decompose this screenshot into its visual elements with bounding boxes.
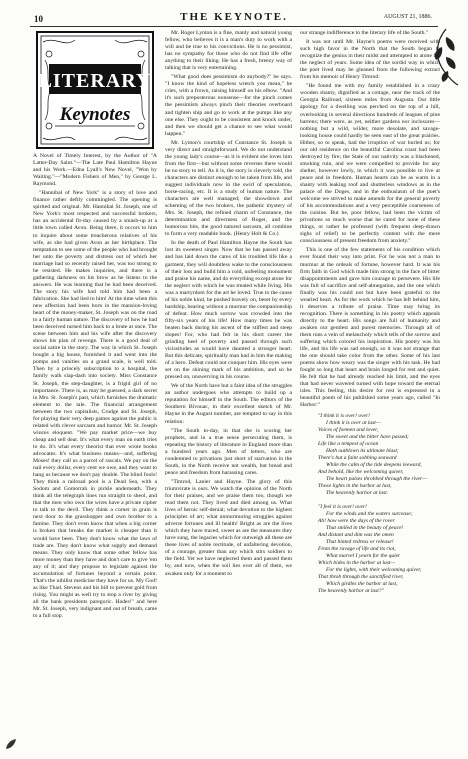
page-number: 10 <box>34 14 43 24</box>
poem-line: Voices of foemen and lover, <box>318 427 379 434</box>
poem-line: That throb through the sanctified river, <box>318 574 404 581</box>
poem-line: The heavenly harbor at last. <box>326 490 389 497</box>
poem-line: Ah! how were the days of the rover <box>318 518 395 525</box>
logo-line-keynotes: Keynotes <box>59 104 131 125</box>
article-paragraph: "He found me with my family established in a crazy wooden shanty, dignified as a cottage, near the track of the Georgia Railroad, sixteen miles from Augusta. Our little apology for a dwelling was perched on the top of a hill, overlooking in several directions hundreds of leagues of pine barrens; there were, as yet, neither gardens nor inclosures—nothing but a wild, wilder, more desolate, and savage-looking house could hardly be seen east of the great prairies. Hither, so to speak, had the irruption of war hurled us; for our old residence on the beautiful Carolina coast had been destroyed by fire; the State of our nativity was a blackened, smoking ruin, and we were compelled to provide for any shelter, however lowly, in which it was possible to live at peace and in freedom. Human hearts can be as warm in a shanty with leaking roof and shutterless windows as in the palace of the Doges, and in the enthusiasm of the poet's welcome we strived to make amends for the general poverty of his accommodations and a very perceptible coarseness of the cuisine. But he, poor fellow, had been the victim of privations so much worse that he cared for none of these things, or rather he professed (with frequent deep-drawn sighs of relief) to be perfectly content with the mere consciousness of present freedom from anxiety." <box>300 83 440 245</box>
poem-line: I think it is over at last— <box>326 420 381 427</box>
masthead-title: THE KEYNOTE. <box>180 11 288 23</box>
poem-line: And behold, like the welcoming quiver, <box>318 469 404 476</box>
issue-date: AUGUST 21, 1886. <box>383 14 432 20</box>
poem-line: The heart pulses throbbed through the river— <box>326 476 428 483</box>
poem-line: While the calm of the tide deepens leeward, <box>326 462 422 469</box>
poem-line: And distant and dim was the omen <box>318 532 394 539</box>
poem-line: Life like a tempest of ocean <box>318 441 379 448</box>
poem-in-harbor <box>318 413 440 595</box>
article-paragraph: It was not until Mr. Hayne's poems were received with such high favor in the North that the South began to recognize the genius in their midst and attempted to atone for the neglect of years. Some idea of the sordid way in which the poet lived may be gleaned from the following extract from his memoir of Henry Timrod: <box>300 39 440 81</box>
column-right <box>300 30 440 735</box>
poem-line: For the lights, with their welcoming quiver, <box>326 567 422 574</box>
leaf-mark-icon <box>4 737 18 751</box>
article-paragraph: Mr. Lynton's courtship of Constance St. Joseph is very direct and straightforward. We do not understand the young lady's course—as it is evident she loves him from the first—but without some reverses there would be no story to tell. As it is, the story is cleverly told, the characters are distinct enough to be taken from life, and suggest individuals now in the swirl of speculation, horse-racing, etc. It is a study of human nature. The characters are well managed; the showdown and scheming of the two brokers, the pathetic mystery of Mrs. St. Joseph, the refined charm of Constance, the determination and directness of Roger, and the humorous bits, the good natured sarcasm, all combine to form a very readable book. (Henry Holt & Co.) <box>165 139 292 238</box>
poem-line: That smiled in the beauty of peace! <box>326 525 404 532</box>
article-paragraph: our strange indifference to the literary life of the South." <box>300 30 429 36</box>
article-paragraph: "What good does pessimism do anybody?" he says. "I know the kind of hopeless wretch you mean," he cries, with a frown, raising himself on his elbow. "And it's such preposterous nonsense—for the pinch comes the pessimists always pinch their theories overboard and tighten ship and go to work at the pumps like any one else. They ought to be consistent and knock under, and then we should get a chance to see what would happen." <box>165 74 292 137</box>
article-paragraph: Mr. Roger Lynton is a fine, manly and natural young fellow, who believes it is a man's duty to work with a will and be true to his convictions. He is no pessimist, has no sympathy for those who do not find life offer anything to their liking. He has a fresh, breezy way of talking that is very entertaining. <box>165 30 292 72</box>
poem-line: Hath outblown its ultimate blast; <box>326 448 399 455</box>
article-paragraph: "Hannibal of New York" is a story of love and finance rather deftly commingled. The opening is spirited and original. Mr. Hannibal St. Joseph, one of New York's most respected and successful brokers, has an accidental fit-day caused by a smash-up at a little town called Avon. Being there, it occurs to him to inquire about some treacherous relatives of his wife, as she had given Avon as her birthplace. The temptation to see some of the people who had brought her unto the poverty and distress out of which her marriage had so recently raised her, was too strong to be resisted. He makes inquiries, and there is a gathering darkness on his brow as he listens to the answers. He was learning that he had been deceived. The story his wife had told him had been a fabrication. She had lied to him! At the time when this new affection had been born in the mansion-loving heart of the money-maker, St. Joseph was on the road to a fairly human nature. The discovery of how he had been deceived turned him back to a brute at once. The scene between him and his wife after the discovery shows his plan of revenge. There is a good deal of social satire in the story. The way in which St. Joseph bought a big house, furnished it and went into the pomps and vanities on a grand scale, is well told. Then by a princely subscription to a hospital, the family walk slap-dash into society. Miss Constance St. Joseph, the step-daughter, is a frigid girl of no importance. There is, as may be guessed, a dark secret in Mrs. St. Joseph's past, which furnishes the dramatic element to the tale. The financial arrangement between the two capitalists, Crudge and St. Joseph, for playing their very deep games against the public is related with clever sarcasm and humor. Mr. St. Joseph winces eloquent. "We pay market price—we buy cheap and sell dear. It's what every man on earth tries to do. It's what every theorist that ever wrote books advocates. It's what business means—and, suffering Moses! they call us a parcel of rascals. We pay on the nail every dollar, every cent we owe, and they want to hang us because we don't pay double. The blind fools! They think a railroad pool is a Dead Sea, with a Sodom and Gomorrah in pickle underneath. They think all the telegraph lines run straight to sheol, and that the men who own the wires have a private cipher to talk to the devil. They think a corner in grain is next door to the grasshopper and own brother to a famine. They don't even know that when a big corner is broken that breaks the market is cheaper than it would have been. They don't know what the laws of trade are. They don't know what supply and demand means. They only know that some other fellow has more money than they have and don't care to give 'em any of it; and they propose to legislate against the accumulation of fortunes beyond a certain point. That's the nihilist medicine they have for us. My God! as like Thad. Stevens and his bill to prevent gold from rising. You might as well try to stop a river by giving all the bank presidents paregoric. Hades!" and here Mr. St. Joseph, very indignant and out of breath, came to a full stop. <box>33 190 157 620</box>
poem-line: There's but a faint sobbing seaward <box>318 455 397 462</box>
article-paragraph: In the death of Paul Hamilton Hayne the South has lost its sweetest singer. Now that he has passed away and has laid down the cares of his troubled life like a garment, they will doubtless wake to the consciousness of their loss and build him a cold, unfeeling monument and praise his name, and do everything except atone for the neglect with which he was treated while living. His was a martyrdom for the art he loved. True to the cause of his noble kind, he pushed bravely on, beset by every hardship, bearing without a murmur the companionship of defeat. How much sorrow was crowded into the fifty-six years of his life! How many times he was beaten back during his ascent of the stiffest and steep slopes! For, who had felt in his short career the grinding heel of poverty and passed through such vicissitudes as would have daunted a stronger heart. But this delicate, spiritually man had in him the making of a hero. Defeat could not conquer him. His eyes were set on the shining mark of his ambition, and so he pressed on, unswerving in his course. <box>165 240 292 381</box>
article-paragraph: This is one of the few statements of his condition which ever found their way into print. For he was not a man to murmur at the ordeals of fortune, however hard. It was his firm faith in God which made him strong in the face of bitter disappointments and gave him courage to persevere. His life was full of sacrifice and self-abnegation, and the one which finally was his could not but have been grateful to the wearied heart. As for the work which he has left behind him, it deserves a tribute of praise. Time may bring its recognition. There is something in his poetry which appeals directly to the heart. His songs are full of humanity and awaken our gentlest and purest memories. Through all of them runs a vein of melancholy which tells of the sorrow and suffering which colored his inspiration. His poetry was his life, and his life was sad enough, so it was not strange that the one should take color from the other. Some of his last poems show how weary was the singer with his task. He had fought so long that heart and brain longed for rest and quiet. He felt that he had already reached his limit, and the eyes that had never wavered turned with hope toward the eternal isles. This feeling, this desire for rest is expressed in a beautiful poem of his published some years ago, called "In Harbor:" <box>300 247 440 409</box>
poem-line: Which girdles the harbor at last, <box>326 581 398 588</box>
poem-line: For the winds and the waters surcease; <box>326 511 413 518</box>
poem-line: The sweet and the bitter have passed; <box>326 434 409 441</box>
logo-line-literary: LITERARY <box>38 70 152 92</box>
poem-line: Which bides in the harbor at last— <box>318 560 396 567</box>
poem-line: Those lights in the harbor at last, <box>318 483 392 490</box>
literary-keynotes-logo <box>35 30 155 150</box>
poem-line: The heavenly harbor at last?" <box>318 588 384 595</box>
poem-line: That hinted redress or release! <box>326 539 394 546</box>
poem-line: "I think it is over! over! <box>318 413 370 420</box>
poem-line: "I feel it is over! over! <box>318 504 367 511</box>
column-middle <box>165 30 292 735</box>
poem-line: What marvel I yearn for the quiet <box>326 553 400 560</box>
article-paragraph: "The South to-day, in that she is scoring her prophets, and in a true sense persecuting them, is repeating the history of literature in England more than a hundred years ago. Men of letters, who are condemned to privations just short of starvation in the South, in the North receive not wealth, but bread and peace and freedom from harassing cares. <box>165 427 292 476</box>
summary-paragraph: A Novel of Timely Interest, by the Author of "A Latter-Day Saint."—The Late Paul Hamilton Hayne and his Work.—Edna Lyall's New Novel, "Won by Waiting."—"Modern Fishers of Men," by George L. Raymond. <box>33 153 157 188</box>
column-left <box>33 30 157 735</box>
page-header <box>30 6 438 27</box>
article-paragraph: "Timrod, Lanier and Hayne. The glory of this triumvirate is ours. We watch the opinion of the North for their praises, and we praise them too, though we read them not. They lived and died among us. What lives of heroic self-denial; what devotion to the highest principles of art; what unmurmuring struggles against adverse fortunes and ill health! Bright as are the lives which they have traced, sweet as are the measures they have sung, the legacies which for outweigh all these are these lives of noble rectitude, of unfaltering devotion, of a courage, greater than any which stirs soldiers to the field. Yet we have neglected them and passed them by, and now, when the soil lies over all of them, we awaken only for a moment to <box>165 478 292 577</box>
poem-line: From the ravage of life and its riot, <box>318 546 396 553</box>
article-paragraph: We of the North have but a faint idea of the struggles an author undergoes who attempts to build up a reputation for himself in the South. The editors of the Southern Bivouac, in their excellent sketch of Mr. Hayne in the August number, are tempted to say in this relation: <box>165 383 292 425</box>
